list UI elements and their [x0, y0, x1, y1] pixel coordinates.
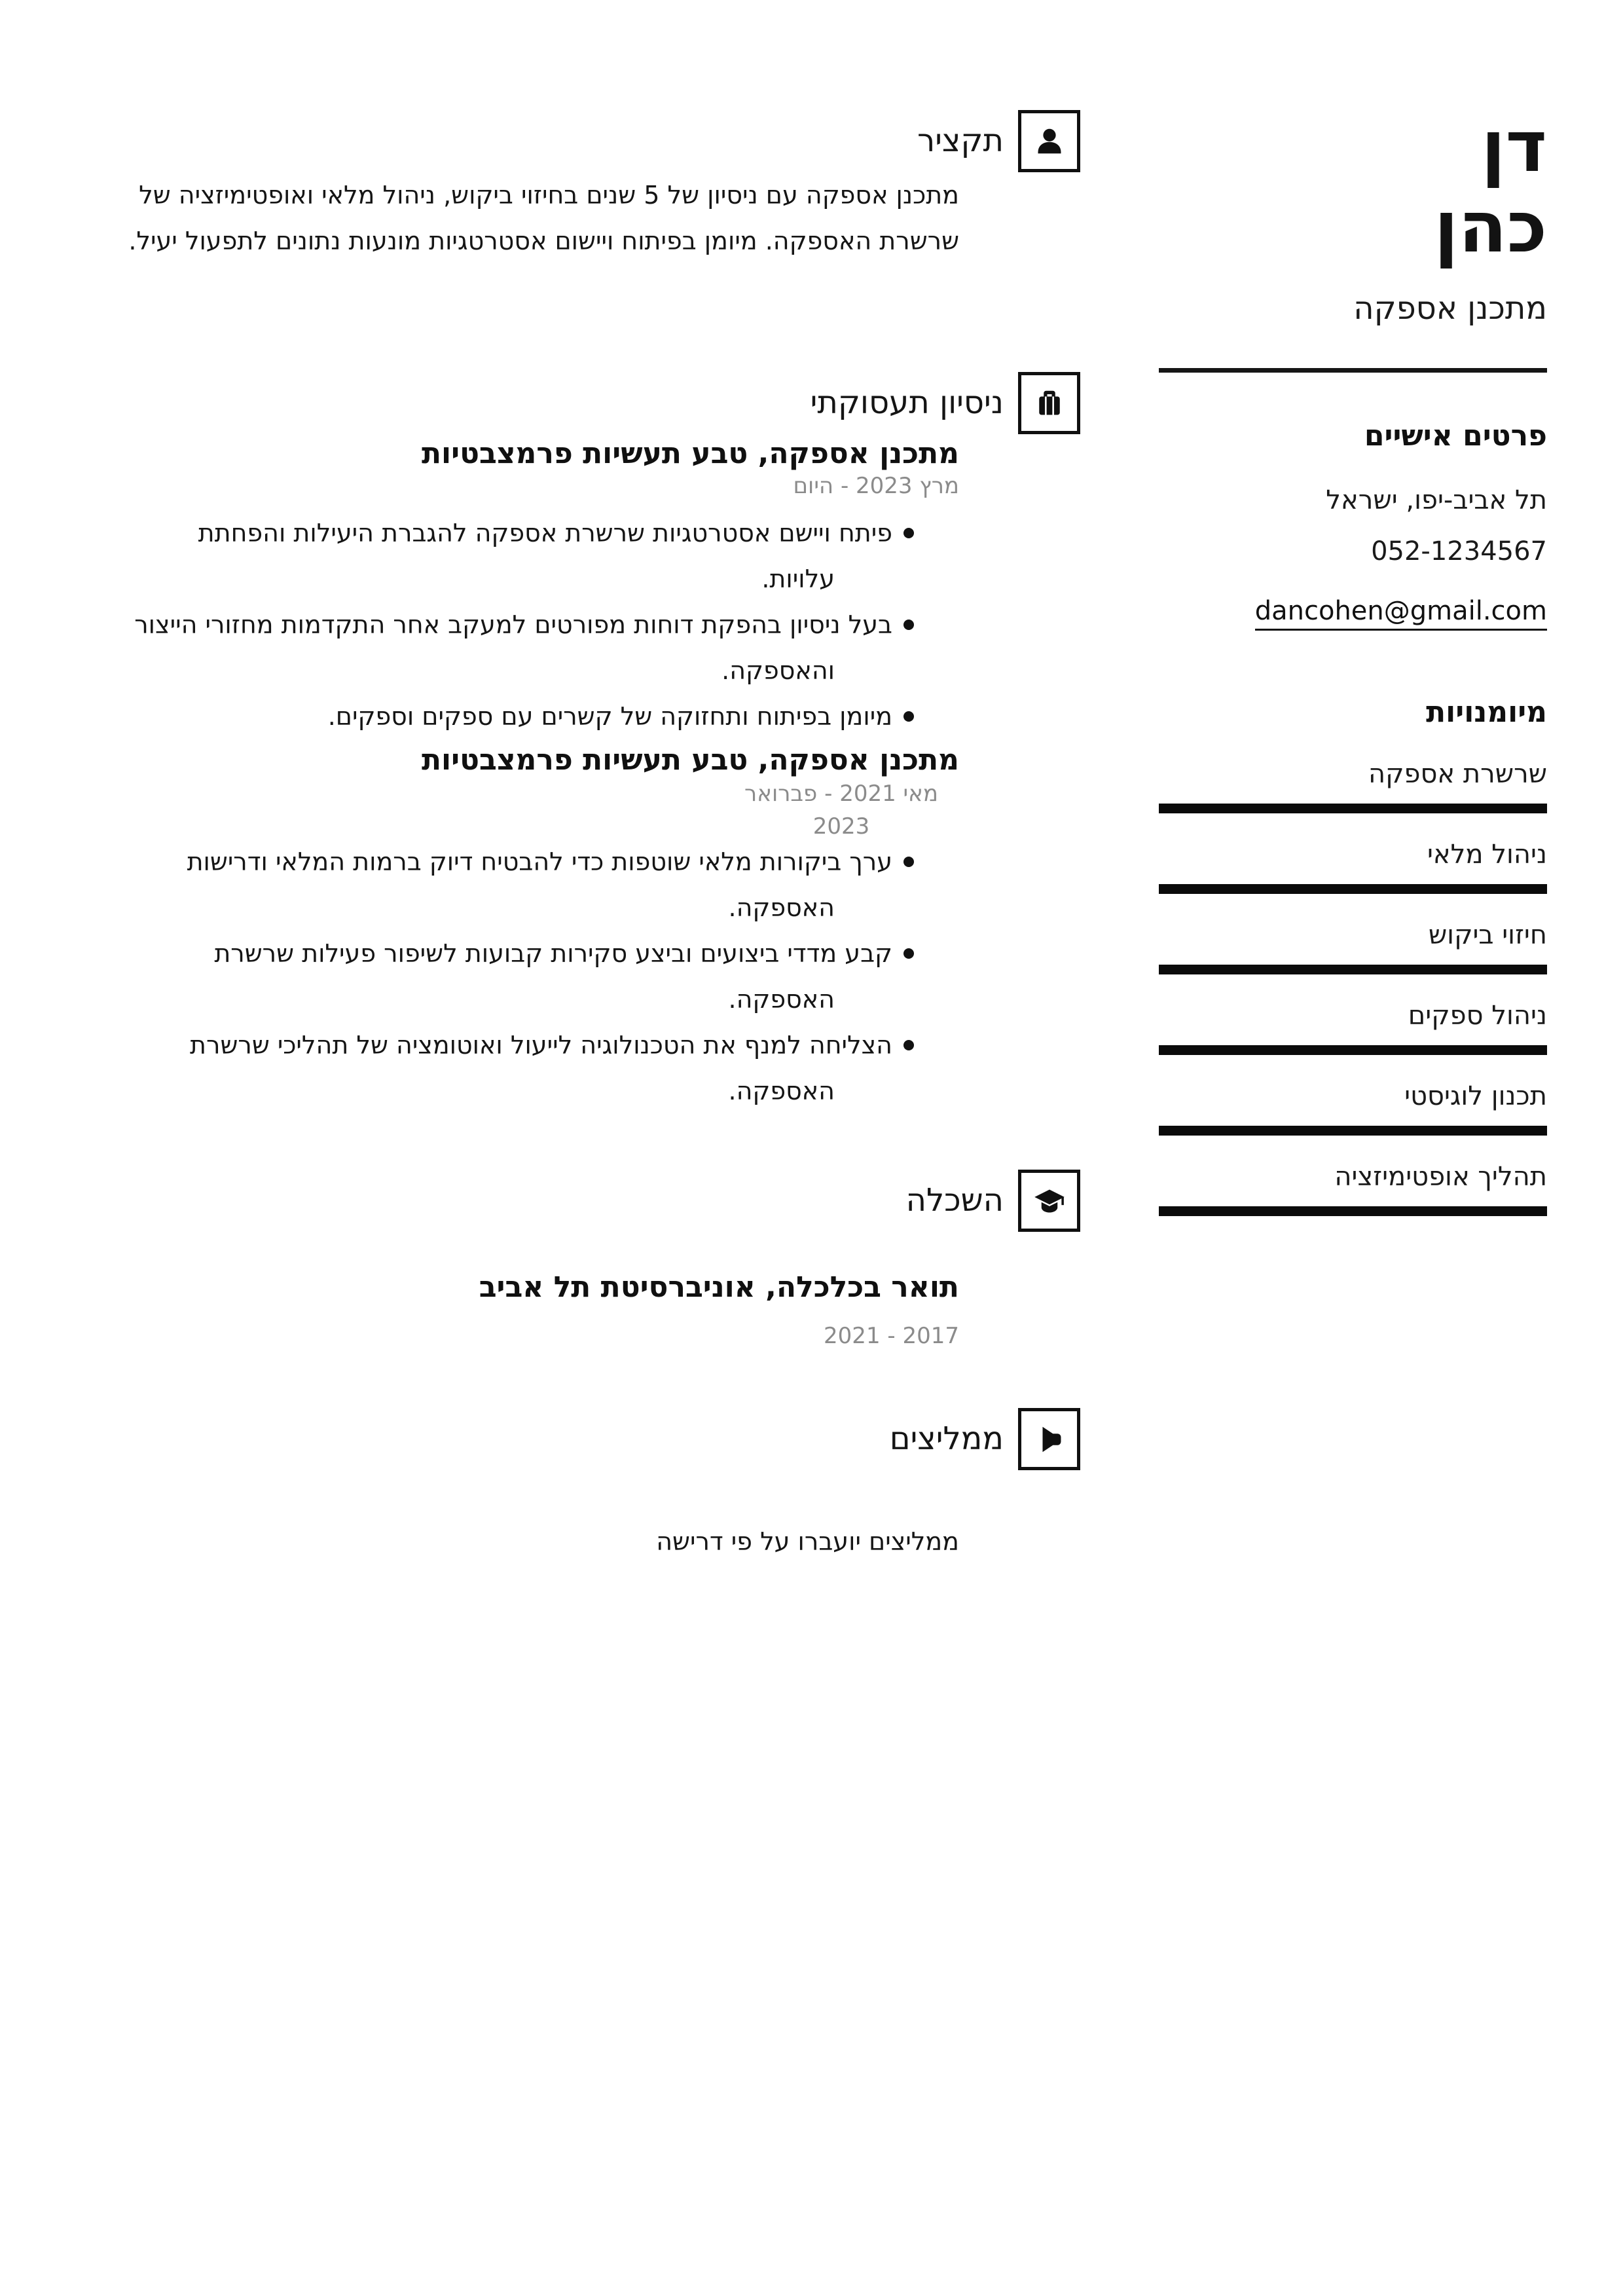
bullet-dot-icon — [903, 857, 914, 867]
bullet-item: בעל ניסיון בהפקת דוחות מפורטים למעקב אחר התקדמות מחזורי הייצור והאספקה. — [123, 602, 914, 694]
skill-item — [1159, 999, 1547, 1055]
summary-text: מתכנן אספקה עם ניסיון של 5 שנים בחיזוי ביקוש, ניהול מלאי ואופטימיזציה של שרשרת האספקה. מיומן בפיתוח ויישום אסטרטגיות מונעות נתונים לתפעול יעיל. — [128, 181, 959, 255]
degree-title: תואר בכלכלה, אוניברסיטת תל אביב — [479, 1270, 959, 1304]
job-date: מאי 2021 - פברואר 2023 — [744, 781, 938, 840]
skill-label: תכנון לוגיסטי — [1404, 1081, 1547, 1111]
user-icon — [1018, 110, 1080, 172]
skill-item — [1159, 1160, 1547, 1216]
job-date: מרץ 2023 - היום — [793, 473, 959, 499]
name-line-2: כהן — [1434, 187, 1547, 268]
bullet-dot-icon — [903, 528, 914, 538]
job-title: מתכנן אספקה, טבע תעשיות פרמצבטיות — [421, 437, 959, 470]
skill-label: שרשרת אספקה — [1368, 759, 1547, 789]
skill-item — [1159, 1080, 1547, 1136]
references-heading: ממליצים — [889, 1420, 1004, 1457]
job-bullet-list — [123, 839, 914, 1114]
skill-level-bar — [1159, 1126, 1547, 1136]
skill-item — [1159, 919, 1547, 974]
bullet-item: פיתח ויישם אסטרטגיות שרשרת אספקה להגברת היעילות והפחתת עלויות. — [123, 510, 914, 602]
bullet-item: הצליחה למנף את הטכנולוגיה לייעול ואוטומציה של תהליכי שרשרת האספקה. — [123, 1022, 914, 1114]
sidebar-divider — [1159, 368, 1547, 373]
bullet-dot-icon — [903, 1040, 914, 1050]
skill-label: חיזוי ביקוש — [1428, 920, 1547, 950]
email-link[interactable]: dancohen@gmail.com — [1255, 596, 1547, 631]
bullet-item: ערך ביקורות מלאי שוטפות כדי להבטיח דיוק ברמות המלאי ודרישות האספקה. — [123, 839, 914, 931]
skill-item — [1159, 758, 1547, 813]
email-row — [1159, 593, 1547, 629]
location-text: תל אביב-יפו, ישראל — [1326, 485, 1547, 515]
graduation-cap-icon — [1018, 1170, 1080, 1232]
skill-item — [1159, 838, 1547, 894]
megaphone-icon — [1018, 1408, 1080, 1470]
main-column — [65, 0, 1080, 2296]
bullet-item: מיומן בפיתוח ותחזוקה של קשרים עם ספקים וספקים. — [123, 694, 914, 739]
skill-level-bar — [1159, 1206, 1547, 1216]
skills-title: מיומנויות — [1426, 695, 1547, 729]
personal-details-title: פרטים אישיים — [1364, 419, 1547, 453]
section-header-references — [890, 1408, 1080, 1470]
section-header-education — [906, 1170, 1080, 1232]
bullet-dot-icon — [903, 620, 914, 630]
briefcase-icon — [1018, 372, 1080, 434]
skill-level-bar — [1159, 804, 1547, 813]
job-title: מתכנן אספקה, טבע תעשיות פרמצבטיות — [421, 743, 959, 777]
experience-heading: ניסיון תעסוקתי — [810, 384, 1004, 421]
phone-number: 052-1234567 — [1371, 536, 1547, 566]
skill-label: תהליך אופטימיזציה — [1334, 1162, 1547, 1192]
education-date: 2017 - 2021 — [824, 1323, 959, 1349]
job-bullet-list — [123, 510, 914, 739]
bullet-dot-icon — [903, 948, 914, 959]
skill-level-bar — [1159, 965, 1547, 974]
skill-level-bar — [1159, 1045, 1547, 1055]
bullet-item: קבע מדדי ביצועים וביצע סקירות קבועות לשיפור פעילות שרשרת האספקה. — [123, 931, 914, 1022]
name-line-1: דן — [1481, 106, 1547, 188]
skill-label: ניהול ספקים — [1408, 1001, 1547, 1031]
skill-level-bar — [1159, 884, 1547, 894]
person-job-title: מתכנן אספקה — [1353, 290, 1547, 327]
section-header-experience — [811, 372, 1080, 434]
summary-heading: תקציר — [917, 122, 1004, 159]
section-header-summary — [917, 110, 1080, 172]
education-heading: השכלה — [905, 1182, 1004, 1219]
sidebar — [1159, 0, 1547, 2296]
skill-label: ניהול מלאי — [1427, 840, 1547, 870]
references-text: ממליצים יועברו על פי דרישה — [656, 1527, 959, 1556]
person-name — [1159, 107, 1547, 268]
bullet-dot-icon — [903, 711, 914, 722]
